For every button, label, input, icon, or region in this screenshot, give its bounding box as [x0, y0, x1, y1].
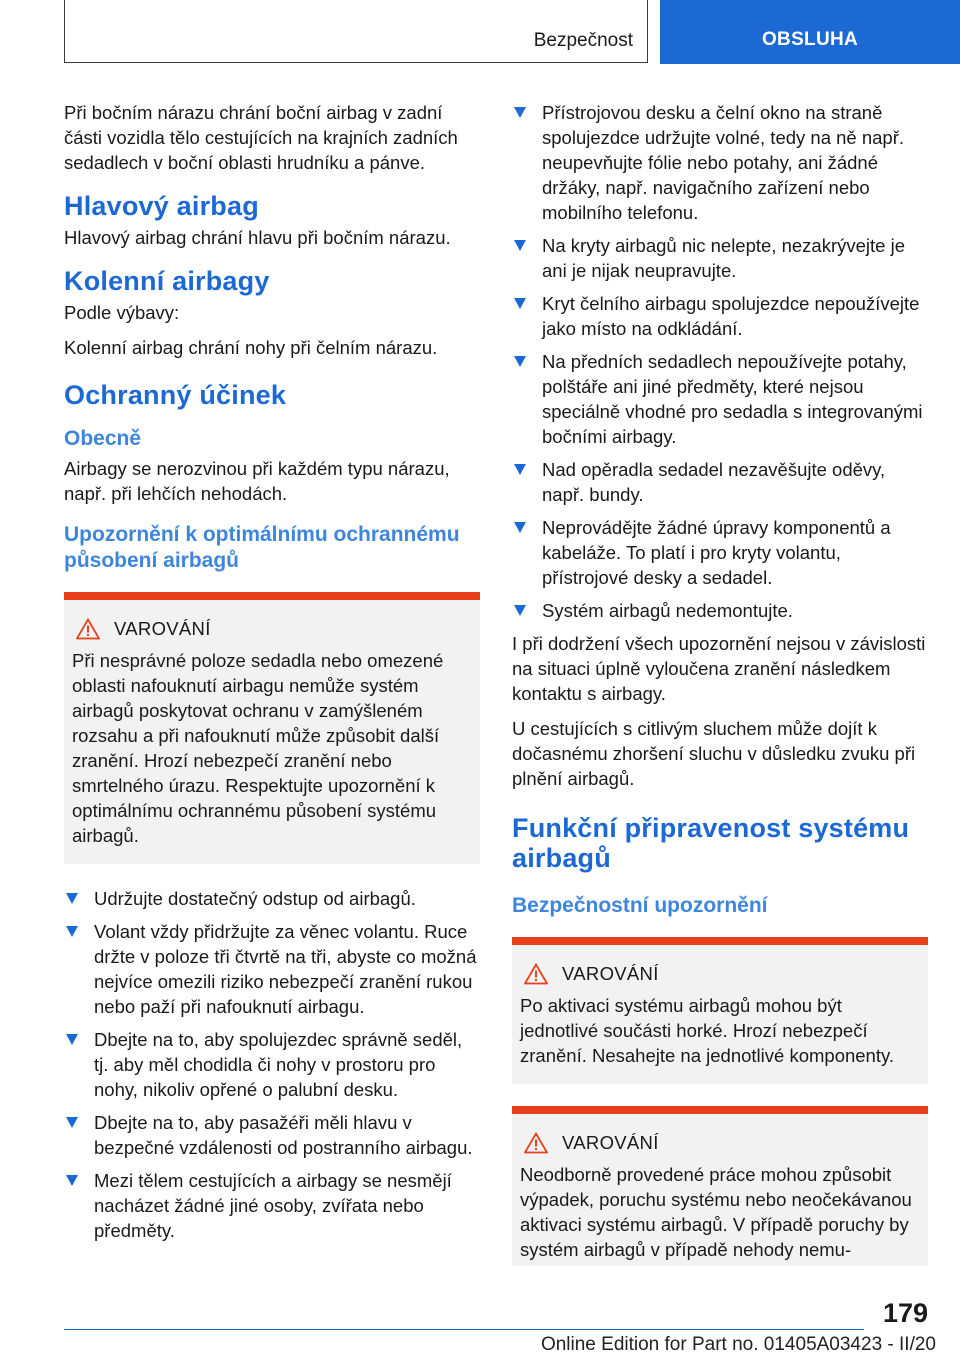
intro-paragraph: Při bočním nárazu chrání boční airbag v zadní části vozidla tělo cestujících na krajních zadních sedadlech v boční oblasti hrudníku a pánve.: [64, 102, 458, 173]
list-item: Systém airbagů nedemontujte.: [512, 598, 928, 623]
warning-title-row: [72, 618, 468, 640]
triangle-bullet-icon: [66, 1034, 78, 1045]
warning-box-hot-parts: [512, 937, 928, 1084]
warning-title-row: [520, 963, 916, 985]
heading-safety-notes: Bezpečnostní upozornění: [512, 894, 768, 917]
triangle-bullet-icon: [514, 356, 526, 367]
warning-text: Při nesprávné poloze sedadla nebo omezené oblasti nafouknutí airbagu nemůže systém airbagů poskytovat ochranu v zamýšleném rozsahu a při nafouknutí může způsobit další zranění. Hrozí nebezpečí zranění nebo smrtelného úrazu. Respektujte upozornění k optimálnímu ochrannému působení systému airbagů.: [72, 650, 444, 846]
header-chapter-tab[interactable]: OBSLUHA: [660, 0, 960, 64]
triangle-bullet-icon: [514, 298, 526, 309]
header-section-title: Bezpečnost: [533, 30, 633, 51]
left-column: [64, 100, 480, 1251]
knee-airbag-equipment: Podle výbavy:: [64, 302, 180, 323]
heading-knee-airbags: Kolenní airbagy: [64, 266, 270, 296]
triangle-bullet-icon: [514, 107, 526, 118]
triangle-bullet-icon: [514, 464, 526, 475]
header-section-box: [64, 0, 648, 63]
warning-title: VAROVÁNÍ: [114, 618, 211, 639]
list-item: Kryt čelního airbagu spolujezdce nepoužívejte jako místo na odkládání.: [512, 291, 928, 341]
heading-system-readiness: Funkční připravenost systému airbagů: [512, 813, 910, 873]
warning-title: VAROVÁNÍ: [562, 1132, 659, 1153]
footer-divider: [64, 1329, 864, 1330]
heading-head-airbag: Hlavový airbag: [64, 191, 259, 221]
warning-title-row: [520, 1132, 916, 1154]
general-text: Airbagy se nerozvinou při každém typu nárazu, např. při lehčích nehodách.: [64, 458, 450, 504]
list-item: Volant vždy přidržujte za věnec volantu. Ruce držte v poloze tři čtvrtě na tři, abyste co možná nejvíce omezili riziko nebezpečí zranění rukou nebo paží při nafouknutí airbagu.: [64, 919, 480, 1019]
warning-box-improper-work: [512, 1106, 928, 1266]
triangle-bullet-icon: [514, 605, 526, 616]
triangle-bullet-icon: [514, 240, 526, 251]
warning-title: VAROVÁNÍ: [562, 963, 659, 984]
triangle-bullet-icon: [514, 522, 526, 533]
page-number: 179: [882, 1298, 928, 1328]
warning-text: Neodborně provedené práce mohou způsobit výpadek, poruchu systému nebo neočekávanou aktivaci systému airbagů. V případě poruchy by systém airbagů v případě nehody nemu-: [520, 1164, 912, 1260]
page-header: [0, 0, 960, 64]
head-airbag-text: Hlavový airbag chrání hlavu při bočním nárazu.: [64, 227, 451, 248]
list-item: Neprovádějte žádné úpravy komponentů a kabeláže. To platí i pro kryty volantu, přístrojové desky a sedadel.: [512, 515, 928, 590]
warning-triangle-icon: [524, 963, 548, 985]
triangle-bullet-icon: [66, 1117, 78, 1128]
triangle-bullet-icon: [66, 926, 78, 937]
injury-note: I při dodržení všech upozornění nejsou v závislosti na situaci úplně vyloučena zranění následkem kontaktu s airbagy.: [512, 633, 926, 704]
right-bullet-list: [512, 100, 928, 623]
triangle-bullet-icon: [66, 893, 78, 904]
left-bullet-list: [64, 886, 480, 1243]
right-column: [512, 100, 928, 1266]
triangle-bullet-icon: [66, 1175, 78, 1186]
footer-edition-link[interactable]: Online Edition for Part no. 01405A03423 - II/20: [540, 1334, 936, 1355]
list-item: Přístrojovou desku a čelní okno na straně spolujezdce udržujte volné, tedy na ně např. neupevňujte fólie nebo potahy, ani žádné držáky, např. navigačního zařízení nebo mobilního telefonu.: [512, 100, 928, 225]
hearing-note: U cestujících s citlivým sluchem může dojít k dočasnému zhoršení sluchu v důsledku zvuku při plnění airbagů.: [512, 718, 916, 789]
heading-protective-effect: Ochranný účinek: [64, 380, 287, 410]
list-item: Mezi tělem cestujících a airbagy se nesmějí nacházet žádné jiné osoby, zvířata nebo předměty.: [64, 1168, 480, 1243]
warning-box: [64, 592, 480, 864]
list-item: Udržujte dostatečný odstup od airbagů.: [64, 886, 480, 911]
list-item: Nad opěradla sedadel nezavěšujte oděvy, např. bundy.: [512, 457, 928, 507]
list-item: Dbejte na to, aby pasažéři měli hlavu v bezpečné vzdálenosti od postranního airbagu.: [64, 1110, 480, 1160]
warning-triangle-icon: [524, 1132, 548, 1154]
warning-text: Po aktivaci systému airbagů mohou být jednotlivé součásti horké. Hrozí nebezpečí zranění. Nesahejte na jednotlivé komponenty.: [520, 995, 895, 1066]
warning-triangle-icon: [76, 618, 100, 640]
heading-optimal-protection: Upozornění k optimálnímu ochrannému působení airbagů: [64, 523, 460, 572]
list-item: Na kryty airbagů nic nelepte, nezakrývejte je ani je nijak neupravujte.: [512, 233, 928, 283]
knee-airbag-text: Kolenní airbag chrání nohy při čelním nárazu.: [64, 337, 438, 358]
list-item: Na předních sedadlech nepoužívejte potahy, polštáře ani jiné předměty, které nejsou speciálně vhodné pro sedadla s integrovanými bočními airbagy.: [512, 349, 928, 449]
list-item: Dbejte na to, aby spolujezdec správně seděl, tj. aby měl chodidla či nohy v prostoru pro nohy, nikoliv opřené o palubní desku.: [64, 1027, 480, 1102]
heading-general: Obecně: [64, 427, 142, 450]
